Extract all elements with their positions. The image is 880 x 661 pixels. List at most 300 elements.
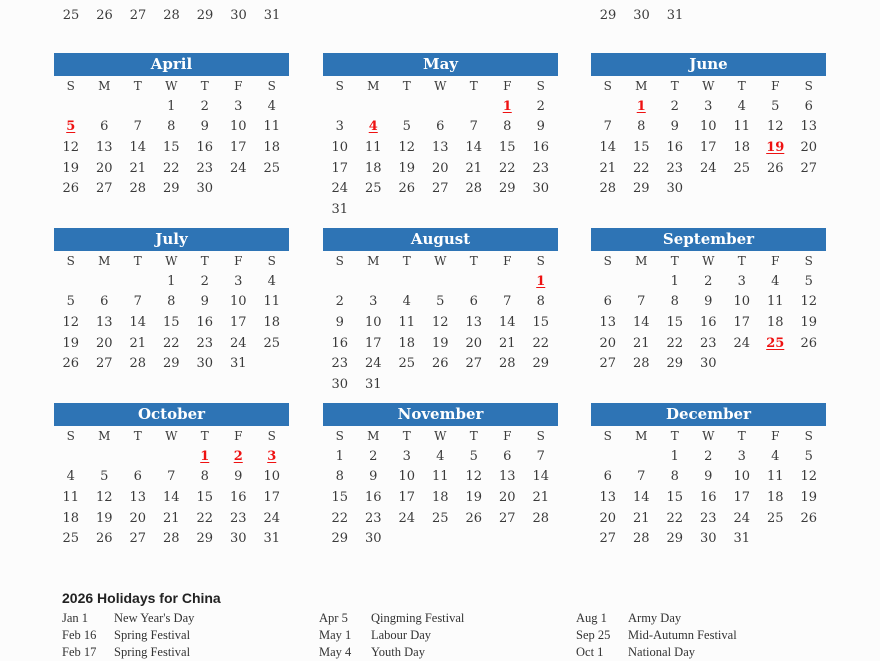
day-cell: 13 [95,315,113,331]
weekday-label: T [200,429,209,443]
day-cell: 16 [196,315,214,331]
day-cell: 26 [96,8,113,23]
day-cell: 15 [196,490,214,506]
day-cell: 16 [364,490,382,506]
day-cell: 29 [666,356,684,372]
day-cell: 22 [666,335,684,351]
day-cell: 9 [704,469,713,485]
day-cell: 6 [436,119,445,135]
weekday-label: S [536,254,545,268]
day-cell: 13 [95,140,113,156]
day-cell: 21 [632,335,650,351]
day-cell: 17 [733,315,751,331]
day-cell: 29 [666,531,684,547]
holiday-day-cell: 25 [766,335,785,351]
day-cell: 31 [331,202,349,218]
holiday-date: Feb 17 [62,645,97,659]
weekday-label: W [702,429,715,443]
day-cell: 1 [167,273,176,289]
holidays-column-3 [576,610,737,661]
day-cell: 30 [633,8,650,23]
day-cell: 26 [431,356,449,372]
day-cell: 30 [364,531,382,547]
month-july [54,228,289,375]
day-cell: 5 [402,119,411,135]
day-cell: 23 [196,160,214,176]
month-grid [591,426,826,550]
day-cell: 22 [666,510,684,526]
day-cell: 14 [162,490,180,506]
weekday-label: S [804,254,813,268]
day-cell: 30 [532,181,550,197]
weekday-label: W [702,254,715,268]
day-cell: 2 [200,98,209,114]
weekday-label: F [503,254,512,268]
weekday-label: T [133,254,142,268]
holiday-row [319,644,464,661]
day-cell: 16 [196,140,214,156]
day-cell: 8 [167,294,176,310]
day-cell: 26 [465,510,483,526]
day-cell: 12 [800,469,818,485]
day-cell: 7 [167,469,176,485]
holiday-date: May 1 [319,628,352,642]
january-last-week-row [54,6,289,26]
day-cell: 9 [670,119,679,135]
day-cell: 4 [267,98,276,114]
day-cell: 12 [800,294,818,310]
day-cell: 13 [599,315,617,331]
holiday-date: Jan 1 [62,611,89,625]
month-december [591,403,826,550]
day-cell: 1 [335,448,344,464]
holiday-day-cell: 4 [368,119,378,135]
empty-cell [591,97,625,118]
day-cell: 13 [599,490,617,506]
day-cell: 4 [737,98,746,114]
day-cell: 20 [599,510,617,526]
day-cell: 7 [603,119,612,135]
day-cell: 2 [670,98,679,114]
day-cell: 19 [62,335,80,351]
holiday-date: Feb 16 [62,628,97,642]
weekday-label: S [66,254,75,268]
holiday-name: National Day [628,645,695,659]
day-cell: 29 [162,356,180,372]
day-cell: 28 [632,356,650,372]
day-cell: 27 [800,160,818,176]
day-cell: 8 [335,469,344,485]
weekday-label: T [133,79,142,93]
day-cell: 9 [536,119,545,135]
holiday-row [576,627,737,644]
weekday-label: W [165,254,178,268]
day-cell: 19 [398,160,416,176]
holiday-name: Army Day [628,611,682,625]
empty-cell [591,272,625,293]
day-cell: 11 [62,490,80,506]
day-cell: 27 [599,356,617,372]
holiday-row [62,644,194,661]
month-grid [54,76,289,200]
holiday-row [62,610,194,627]
weekday-label: M [367,254,380,268]
day-cell: 16 [699,490,717,506]
day-cell: 20 [95,160,113,176]
day-cell: 20 [431,160,449,176]
empty-cell [457,272,491,293]
day-cell: 15 [666,315,684,331]
day-cell: 26 [62,356,80,372]
day-cell: 24 [398,510,416,526]
day-cell: 21 [129,335,147,351]
day-cell: 24 [229,335,247,351]
day-cell: 20 [465,335,483,351]
day-cell: 11 [766,294,784,310]
day-cell: 2 [335,294,344,310]
day-cell: 18 [263,315,281,331]
day-cell: 22 [162,335,180,351]
day-cell: 22 [331,510,349,526]
weekday-label: M [635,254,648,268]
month-august [323,228,558,396]
day-cell: 15 [331,490,349,506]
weekday-label: S [66,79,75,93]
month-header: December [591,403,826,426]
day-cell: 26 [95,531,113,547]
day-cell: 23 [699,335,717,351]
day-cell: 26 [766,160,784,176]
empty-cell [121,447,155,468]
day-cell: 11 [431,469,449,485]
day-cell: 9 [200,294,209,310]
weekday-label: M [367,429,380,443]
day-cell: 21 [162,510,180,526]
day-cell: 7 [637,469,646,485]
holiday-date: Apr 5 [319,611,348,625]
day-cell: 13 [431,140,449,156]
day-cell: 22 [498,160,516,176]
day-cell: 24 [364,356,382,372]
day-cell: 24 [733,510,751,526]
day-cell: 21 [129,160,147,176]
day-cell: 18 [398,335,416,351]
weekday-label: W [434,79,447,93]
holiday-day-cell: 1 [536,273,546,289]
day-cell: 26 [800,335,818,351]
day-cell: 9 [369,469,378,485]
day-cell: 31 [263,8,281,23]
empty-cell [54,447,88,468]
day-cell: 29 [196,531,214,547]
day-cell: 27 [129,8,147,23]
day-cell: 28 [599,181,617,197]
weekday-label: M [367,79,380,93]
day-cell: 28 [532,510,550,526]
day-cell: 23 [229,510,247,526]
weekday-label: T [469,79,478,93]
empty-cell [591,447,625,468]
day-cell: 21 [532,490,550,506]
day-cell: 23 [364,510,382,526]
day-cell: 25 [766,510,784,526]
day-cell: 31 [733,531,751,547]
month-april [54,53,289,200]
day-cell: 6 [469,294,478,310]
empty-cell [390,272,424,293]
day-cell: 27 [431,181,449,197]
month-header: November [323,403,558,426]
day-cell: 18 [62,510,80,526]
day-cell: 3 [369,294,378,310]
day-cell: 3 [704,98,713,114]
day-cell: 29 [331,531,349,547]
day-cell: 31 [666,8,684,23]
day-cell: 29 [162,181,180,197]
day-cell: 20 [95,335,113,351]
month-october [54,403,289,550]
month-header: October [54,403,289,426]
day-cell: 28 [163,8,180,23]
holiday-date: Sep 25 [576,628,611,642]
holiday-row [576,644,737,661]
day-cell: 16 [331,335,349,351]
day-cell: 15 [162,140,180,156]
month-september [591,228,826,375]
weekday-label: S [603,79,612,93]
holiday-date: Oct 1 [576,645,604,659]
holiday-name: Mid-Autumn Festival [628,628,737,642]
day-cell: 5 [804,448,813,464]
empty-cell [155,447,189,468]
empty-cell [88,97,122,118]
day-cell: 8 [503,119,512,135]
day-cell: 30 [230,8,247,23]
day-cell: 14 [532,469,550,485]
day-cell: 4 [771,273,780,289]
weekday-label: F [771,79,780,93]
empty-cell [390,97,424,118]
day-cell: 27 [465,356,483,372]
weekday-label: F [234,254,243,268]
day-cell: 26 [398,181,416,197]
weekday-label: S [66,429,75,443]
day-cell: 24 [699,160,717,176]
holiday-row [576,610,737,627]
day-cell: 5 [436,294,445,310]
day-cell: 8 [536,294,545,310]
day-cell: 14 [465,140,483,156]
holiday-day-cell: 1 [200,448,210,464]
weekday-label: S [536,79,545,93]
empty-cell [54,97,88,118]
empty-cell [424,97,458,118]
day-cell: 23 [331,356,349,372]
day-cell: 25 [398,356,416,372]
day-cell: 7 [133,119,142,135]
day-cell: 16 [699,315,717,331]
day-cell: 8 [637,119,646,135]
empty-cell [625,447,659,468]
day-cell: 7 [503,294,512,310]
day-cell: 9 [200,119,209,135]
empty-cell [491,272,525,293]
day-cell: 19 [95,510,113,526]
empty-cell [424,272,458,293]
weekday-label: W [165,79,178,93]
day-cell: 20 [498,490,516,506]
day-cell: 14 [129,315,147,331]
day-cell: 21 [498,335,516,351]
day-cell: 7 [637,294,646,310]
day-cell: 21 [599,160,617,176]
day-cell: 8 [670,469,679,485]
day-cell: 2 [369,448,378,464]
day-cell: 23 [666,160,684,176]
day-cell: 5 [771,98,780,114]
day-cell: 4 [267,273,276,289]
day-cell: 29 [498,181,516,197]
weekday-label: T [737,429,746,443]
day-cell: 7 [469,119,478,135]
day-cell: 26 [800,510,818,526]
day-cell: 29 [532,356,550,372]
day-cell: 11 [364,140,382,156]
day-cell: 6 [603,294,612,310]
day-cell: 3 [234,98,243,114]
day-cell: 3 [737,448,746,464]
weekday-label: T [402,254,411,268]
day-cell: 24 [331,181,349,197]
day-cell: 11 [398,315,416,331]
day-cell: 14 [632,315,650,331]
day-cell: 4 [436,448,445,464]
day-cell: 13 [498,469,516,485]
holiday-name: Youth Day [371,645,425,659]
weekday-label: F [503,429,512,443]
day-cell: 28 [498,356,516,372]
holiday-name: Spring Festival [114,645,191,659]
day-cell: 10 [331,140,349,156]
day-cell: 10 [398,469,416,485]
weekday-label: S [335,79,344,93]
day-cell: 22 [196,510,214,526]
empty-cell [88,447,122,468]
day-cell: 27 [129,531,147,547]
day-cell: 18 [766,490,784,506]
day-cell: 11 [263,119,281,135]
day-cell: 12 [62,315,80,331]
day-cell: 3 [402,448,411,464]
holidays-column-1 [62,610,194,661]
day-cell: 10 [229,119,247,135]
weekday-label: F [503,79,512,93]
day-cell: 23 [532,160,550,176]
day-cell: 6 [804,98,813,114]
day-cell: 18 [431,490,449,506]
day-cell: 19 [465,490,483,506]
holiday-date: Aug 1 [576,611,607,625]
weekday-label: T [469,429,478,443]
day-cell: 17 [699,140,717,156]
holiday-date: May 4 [319,645,352,659]
holidays-column-2 [319,610,464,661]
day-cell: 6 [503,448,512,464]
day-cell: 10 [733,294,751,310]
weekday-label: S [267,429,276,443]
day-cell: 5 [100,469,109,485]
day-cell: 23 [699,510,717,526]
day-cell: 29 [599,8,617,23]
weekday-label: T [670,254,679,268]
day-cell: 17 [398,490,416,506]
month-header: May [323,53,558,76]
empty-cell [88,272,122,293]
month-header: April [54,53,289,76]
day-cell: 17 [229,140,247,156]
day-cell: 15 [632,140,650,156]
holiday-day-cell: 2 [233,448,243,464]
day-cell: 12 [62,140,80,156]
day-cell: 14 [129,140,147,156]
day-cell: 28 [129,356,147,372]
empty-cell [625,272,659,293]
weekday-label: F [234,429,243,443]
day-cell: 6 [100,294,109,310]
day-cell: 18 [263,140,281,156]
day-cell: 5 [66,294,75,310]
weekday-label: F [771,429,780,443]
weekday-label: S [267,254,276,268]
day-cell: 8 [167,119,176,135]
day-cell: 27 [95,181,113,197]
weekday-label: T [670,429,679,443]
day-cell: 22 [632,160,650,176]
month-grid [323,76,558,221]
day-cell: 25 [431,510,449,526]
day-cell: 28 [465,181,483,197]
day-cell: 15 [498,140,516,156]
weekday-label: T [469,254,478,268]
empty-cell [54,272,88,293]
day-cell: 3 [234,273,243,289]
day-cell: 5 [804,273,813,289]
day-cell: 20 [599,335,617,351]
day-cell: 24 [263,510,281,526]
day-cell: 21 [465,160,483,176]
day-cell: 15 [532,315,550,331]
day-cell: 17 [733,490,751,506]
empty-cell [121,97,155,118]
day-cell: 19 [62,160,80,176]
day-cell: 25 [62,531,80,547]
day-cell: 10 [699,119,717,135]
weekday-label: W [702,79,715,93]
day-cell: 30 [229,531,247,547]
day-cell: 25 [733,160,751,176]
day-cell: 8 [670,294,679,310]
day-cell: 4 [402,294,411,310]
weekday-label: S [603,429,612,443]
day-cell: 19 [800,490,818,506]
weekday-label: T [200,79,209,93]
day-cell: 29 [632,181,650,197]
day-cell: 11 [263,294,281,310]
day-cell: 14 [498,315,516,331]
day-cell: 25 [62,8,80,23]
empty-cell [121,272,155,293]
day-cell: 9 [704,294,713,310]
